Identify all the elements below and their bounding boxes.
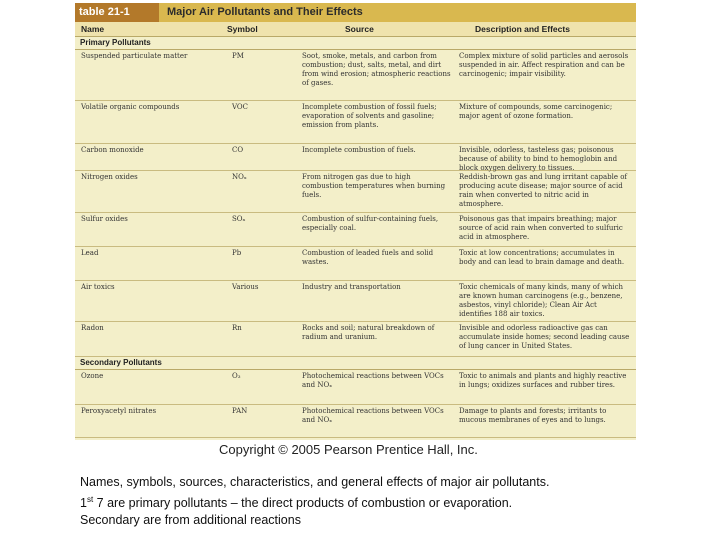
pollutant-name: Air toxics — [81, 283, 115, 291]
table-row — [75, 405, 636, 438]
pollutant-symbol: CO — [232, 146, 244, 154]
table-row — [75, 171, 636, 213]
pollutant-effects: Toxic at low concentrations; accumulates in body and can lead to brain damage and death. — [459, 249, 625, 266]
secondary-rows — [75, 370, 636, 438]
table-row — [75, 370, 636, 405]
caption-line-3: Secondary are from additional reactions — [80, 513, 301, 528]
pollutant-effects: Reddish-brown gas and lung irritant capable of producing acute disease; major source of acid rain when converted to nitric acid in atmosphere. — [459, 173, 628, 208]
pollutant-name: Suspended particulate matter — [81, 52, 188, 60]
table-row — [75, 144, 636, 171]
table-row — [75, 322, 636, 357]
caption-ordinal-suffix: st — [86, 495, 94, 504]
pollutant-symbol: PM — [232, 52, 244, 60]
pollutant-name: Lead — [81, 249, 99, 257]
table-title: Major Air Pollutants and Their Effects — [167, 6, 363, 18]
section-secondary-label: Secondary Pollutants — [75, 357, 636, 370]
pollutant-source: From nitrogen gas due to high combustion temperatures when burning fuels. — [302, 173, 446, 199]
pollutant-source: Incomplete combustion of fuels. — [302, 146, 416, 154]
table-header-bar — [75, 3, 636, 22]
pollutant-effects: Mixture of compounds, some carcinogenic; major agent of ozone formation. — [459, 103, 613, 120]
pollutant-name: Nitrogen oxides — [81, 173, 138, 181]
pollutant-symbol: Pb — [232, 249, 242, 257]
column-headers — [75, 22, 636, 37]
pollutant-source: Incomplete combustion of fossil fuels; evaporation of solvents and gasoline; emission from plants. — [302, 103, 437, 129]
slide-caption — [80, 474, 700, 529]
caption-line-2-text: 7 are primary pollutants – the direct products of combustion or evaporation. — [93, 496, 513, 511]
pollutant-name: Radon — [81, 324, 104, 332]
pollutant-source: Rocks and soil; natural breakdown of radium and uranium. — [302, 324, 435, 341]
pollutant-name: Ozone — [81, 372, 104, 380]
pollutant-source: Photochemical reactions between VOCs and NOₓ — [302, 407, 444, 424]
primary-rows — [75, 50, 636, 357]
caption-line-1: Names, symbols, sources, characteristics, and general effects of major air pollutants. — [80, 475, 550, 489]
pollutant-name: Carbon monoxide — [81, 146, 144, 154]
pollutant-symbol: SOₓ — [232, 215, 246, 223]
pollutant-symbol: Various — [232, 283, 259, 291]
table-number-badge: table 21-1 — [75, 3, 159, 22]
pollutant-source: Industry and transportation — [302, 283, 401, 291]
pollutant-symbol: PAN — [232, 407, 248, 415]
pollutant-effects: Damage to plants and forests; irritants to mucous membranes of eyes and to lungs. — [459, 407, 607, 424]
pollutant-symbol: NOₓ — [232, 173, 247, 181]
table-row — [75, 101, 636, 144]
pollutant-source: Photochemical reactions between VOCs and NOₓ — [302, 372, 444, 389]
table-row — [75, 213, 636, 247]
pollutant-symbol: O₃ — [232, 372, 241, 380]
column-header-source: Source — [345, 24, 374, 34]
pollutant-source: Combustion of sulfur-containing fuels, especially coal. — [302, 215, 439, 232]
caption-ordinal: 1 — [80, 496, 87, 511]
table-row — [75, 247, 636, 281]
pollutant-effects: Invisible and odorless radioactive gas can accumulate inside homes; second leading cause of lung cancer in United States. — [459, 324, 630, 350]
pollutant-effects: Invisible, odorless, tasteless gas; poisonous because of ability to bind to hemoglobin and block oxygen delivery to tissues. — [459, 146, 618, 172]
copyright-notice: Copyright © 2005 Pearson Prentice Hall, Inc. — [219, 442, 478, 457]
pollutant-name: Sulfur oxides — [81, 215, 128, 223]
column-header-symbol: Symbol — [227, 24, 258, 34]
pollutant-symbol: Rn — [232, 324, 242, 332]
caption-line-2 — [80, 491, 700, 512]
pollutant-effects: Toxic to animals and plants and highly reactive in lungs; oxidizes surfaces and rubber tires. — [459, 372, 627, 389]
table-row — [75, 281, 636, 322]
section-primary-label: Primary Pollutants — [75, 37, 636, 50]
table-row — [75, 50, 636, 101]
pollutant-effects: Complex mixture of solid particles and aerosols suspended in air. Affect respiration and can be carcinogenic; impair visibility. — [459, 52, 629, 78]
pollutant-name: Peroxyacetyl nitrates — [81, 407, 157, 415]
column-header-description: Description and Effects — [475, 24, 570, 34]
pollutant-source: Soot, smoke, metals, and carbon from combustion; dust, salts, metal, and dirt from wind erosion; atmospheric reactions of gases. — [302, 52, 451, 87]
pollutant-source: Combustion of leaded fuels and solid wastes. — [302, 249, 434, 266]
pollutant-symbol: VOC — [232, 103, 249, 111]
pollutant-effects: Poisonous gas that impairs breathing; major source of acid rain when converted to sulfuric acid in atmosphere. — [459, 215, 623, 241]
pollutants-table-image — [75, 3, 636, 440]
column-header-name: Name — [81, 24, 105, 34]
pollutant-name: Volatile organic compounds — [81, 103, 180, 111]
pollutant-effects: Toxic chemicals of many kinds, many of which are known human carcinogens (e.g., benzene, asbestos, vinyl chloride); Clean Air Act identifies 188 air toxics. — [459, 283, 624, 318]
